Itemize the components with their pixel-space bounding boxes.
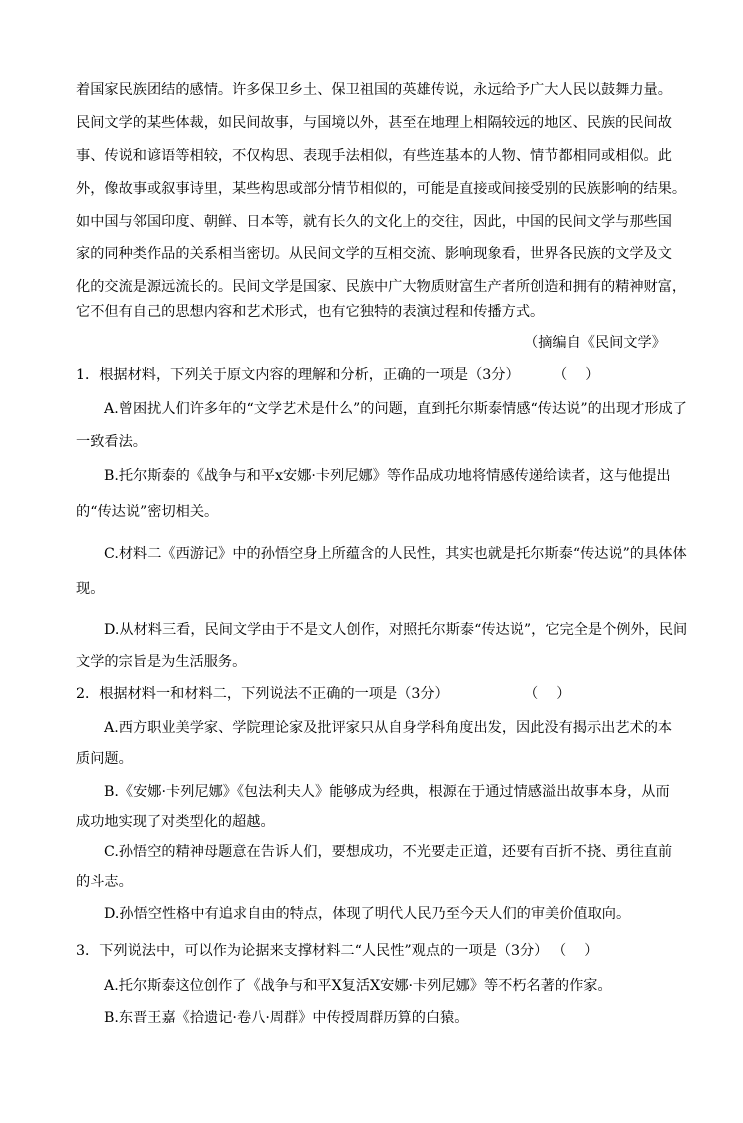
question-1-option-b: B.托尔斯泰的《战争与和平x安娜·卡列尼娜》等作品成功地将情感传递给读者，这与他提出 <box>104 468 671 484</box>
question-2-option-a: A.西方职业美学家、学院理论家及批评家只从自身学科角度出发，因此没有揭示出艺术的本 <box>104 720 673 736</box>
passage-line: 它不但有自己的思想内容和艺术形式，也有它独特的表演过程和传播方式。 <box>76 304 545 320</box>
question-1-answer-bracket: （ ） <box>553 367 600 383</box>
passage-line: 民间文学的某些体裁，如民间故事，与国境以外，甚至在地理上相隔较远的地区、民族的民间故 <box>76 115 672 131</box>
passage-line: 外，像故事或叙事诗里，某些构思或部分情节相似的，可能是直接或间接受别的民族影响的结果。 <box>76 181 687 197</box>
question-3-stem: 3．下列说法中，可以作为论据来支撑材料二“人民性”观点的一项是（3分） <box>76 943 549 959</box>
question-1-stem: 1．根据材料，下列关于原文内容的理解和分析，正确的一项是（3分） <box>76 367 520 383</box>
question-2-answer-bracket: （ ） <box>524 686 571 702</box>
passage-source: （摘编自《民间文学》 <box>524 335 666 351</box>
question-1-option-c-cont: 现。 <box>76 581 105 597</box>
question-2-option-c-cont: 的斗志。 <box>76 874 133 890</box>
question-1-option-b-cont: 的“传达说”密切相关。 <box>76 504 219 520</box>
question-2-option-a-cont: 质问题。 <box>76 751 133 767</box>
passage-line: 着国家民族团结的感情。许多保卫乡土、保卫祖国的英雄传说，永远给予广大人民以鼓舞力量。 <box>76 82 672 98</box>
question-1-option-a-cont: 一致看法。 <box>76 434 147 450</box>
question-2-stem: 2．根据材料一和材料二，下列说法不正确的一项是（3分） <box>76 686 449 702</box>
question-2-option-b: B.《安娜·卡列尼娜》《包法利夫人》能够成为经典，根源在于通过情感溢出故事本身，从而 <box>104 784 670 800</box>
passage-line: 事、传说和谚语等相较，不仅构思、表现手法相似，有些连基本的人物、情节都相同或相似。此 <box>76 148 672 164</box>
question-1-option-d: D.从材料三看，民间文学由于不是文人创作，对照托尔斯泰“传达说”，它完全是个例外，民间 <box>104 622 688 638</box>
passage-line: 化的交流是源远流长的。民间文学是国家、民族中广大物质财富生产者所创造和拥有的精神财富， <box>76 279 687 295</box>
question-3-answer-bracket: （ ） <box>552 943 599 959</box>
question-2-option-c: C.孙悟空的精神母题意在告诉人们，要想成功，不光要走正道，还要有百折不挠、勇往直前 <box>104 844 673 860</box>
question-1-option-a: A.曾困扰人们许多年的“文学艺术是什么”的问题，直到托尔斯泰情感“传达说”的出现才形成了 <box>104 401 687 417</box>
question-1-option-c: C.材料二《西游记》中的孙悟空身上所蕴含的人民性，其实也就是托尔斯泰“传达说”的具体体 <box>104 546 687 562</box>
question-2-option-d: D.孙悟空性格中有追求自由的特点，体现了明代人民乃至今天人们的审美价值取向。 <box>104 906 631 922</box>
passage-line: 如中国与邻国印度、朝鲜、日本等，就有长久的文化上的交往，因此，中国的民间文学与那些国 <box>76 214 672 230</box>
question-3-option-a: A.托尔斯泰这位创作了《战争与和平X复活X安娜·卡列尼娜》等不朽名著的作家。 <box>104 978 612 994</box>
passage-line: 家的同种类作品的关系相当密切。从民间文学的互相交流、影响现象看，世界各民族的文学及文 <box>76 246 672 262</box>
question-1-option-d-cont: 文学的宗旨是为生活服务。 <box>76 654 247 670</box>
question-3-option-b: B.东晋王嘉《拾遗记·卷八·周群》中传授周群历算的白猿。 <box>104 1010 469 1026</box>
question-2-option-b-cont: 成功地实现了对类型化的超越。 <box>76 814 275 830</box>
